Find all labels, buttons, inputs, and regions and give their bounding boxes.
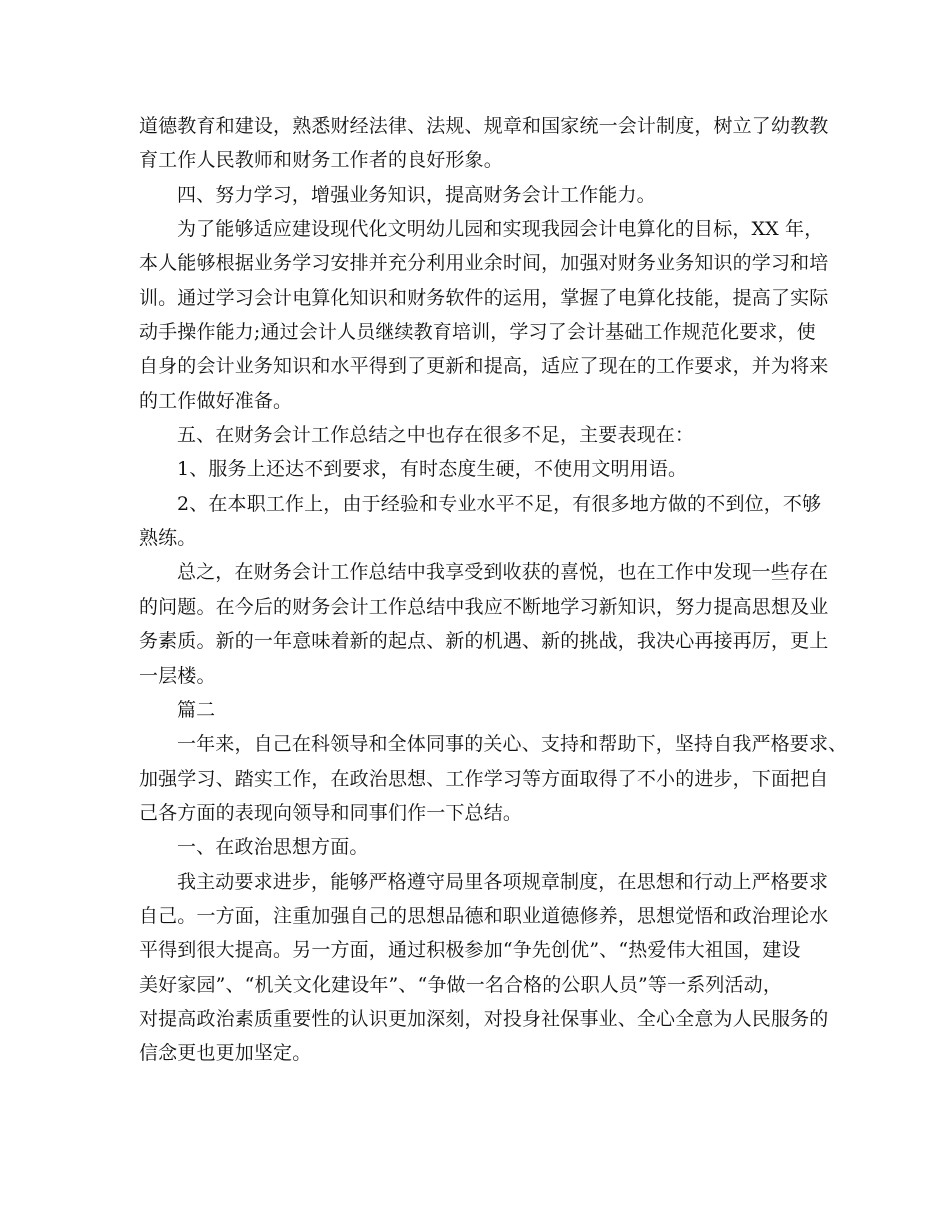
text-line: 的工作做好准备。 <box>139 389 293 412</box>
text-line: 总之，在财务会计工作总结中我享受到收获的喜悦，也在工作中发现一些存在 <box>177 561 829 584</box>
text-line: 一年来，自己在科领导和全体同事的关心、支持和帮助下，坚持自我严格要求、 <box>177 733 848 756</box>
text-line: 自身的会计业务知识和水平得到了更新和提高，适应了现在的工作要求，并为将来 <box>139 355 829 378</box>
text-line: 一层楼。 <box>139 664 216 687</box>
text-line: 2、在本职工作上，由于经验和专业水平不足，有很多地方做的不到位，不够 <box>177 492 822 515</box>
text-line: 自己。一方面，注重加强自己的思想品德和职业道德修养，思想觉悟和政治理论水 <box>139 904 829 927</box>
text-line: 信念更也更加坚定。 <box>139 1042 312 1065</box>
text-line: 的问题。在今后的财务会计工作总结中我应不断地学习新知识，努力提高思想及业 <box>139 595 829 618</box>
text-line: 美好家园”、“机关文化建设年”、“争做一名合格的公职人员”等一系列活动， <box>139 973 782 996</box>
document-body <box>139 109 848 1071</box>
text-line: 熟练。 <box>139 527 197 550</box>
text-line: 本人能够根据业务学习安排并充分利用业余时间，加强对财务业务知识的学习和培 <box>139 252 829 275</box>
text-line: 五、在财务会计工作总结之中也存在很多不足，主要表现在： <box>177 424 695 447</box>
text-line: 对提高政治素质重要性的认识更加深刻，对投身社保事业、全心全意为人民服务的 <box>139 1007 829 1030</box>
text-line: 己各方面的表现向领导和同事们作一下总结。 <box>139 801 523 824</box>
text-line: 篇二 <box>177 698 216 721</box>
text-line: 四、努力学习，增强业务知识，提高财务会计工作能力。 <box>177 183 656 206</box>
text-line: 训。通过学习会计电算化知识和财务软件的运用，掌握了电算化技能，提高了实际 <box>139 286 829 309</box>
text-line: 动手操作能力;通过会计人员继续教育培训，学习了会计基础工作规范化要求，使 <box>139 321 816 344</box>
text-line: 育工作人民教师和财务工作者的良好形象。 <box>139 149 503 172</box>
text-line: 为了能够适应建设现代化文明幼儿园和实现我园会计电算化的目标，XX 年， <box>177 218 824 241</box>
text-line: 我主动要求进步，能够严格遵守局里各项规章制度，在思想和行动上严格要求 <box>177 870 829 893</box>
text-line: 务素质。新的一年意味着新的起点、新的机遇、新的挑战，我决心再接再厉，更上 <box>139 630 829 653</box>
text-line: 一、在政治思想方面。 <box>177 836 369 859</box>
text-line: 平得到很大提高。另一方面，通过积极参加“争先创优”、“热爱伟大祖国，建设 <box>139 939 801 962</box>
text-line: 道德教育和建设，熟悉财经法律、法规、规章和国家统一会计制度，树立了幼教教 <box>139 115 829 137</box>
text-line: 1、服务上还达不到要求，有时态度生硬，不使用文明用语。 <box>177 458 688 481</box>
text-line: 加强学习、踏实工作，在政治思想、工作学习等方面取得了不小的进步，下面把自 <box>139 767 829 790</box>
